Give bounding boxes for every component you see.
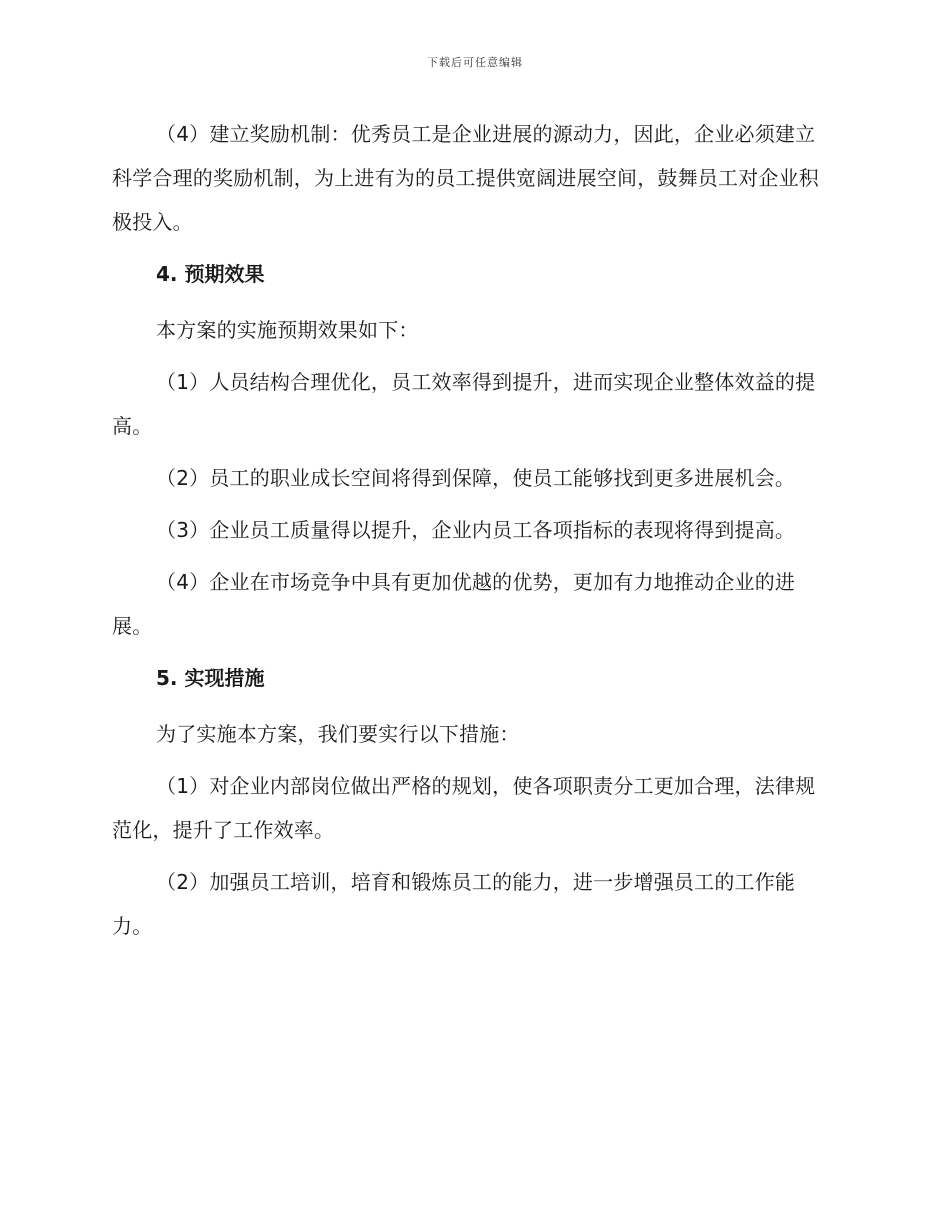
paragraph-measures-intro: 为了实施本方案，我们要实行以下措施： — [156, 722, 520, 746]
paragraph-effect-3: （3）企业员工质量得以提升，企业内员工各项指标的表现将得到提高。 — [156, 518, 796, 542]
paragraph-measure-1: （1）对企业内部岗位做出严格的规划，使各项职责分工更加合理，法律规范化，提升了工作效率。 — [112, 774, 816, 842]
document-body — [112, 112, 834, 956]
paragraph-effect-4: （4）企业在市场竞争中具有更加优越的优势，更加有力地推动企业的进展。 — [112, 570, 796, 638]
paragraph-reward-mechanism: （4）建立奖励机制：优秀员工是企业进展的源动力，因此，企业必须建立科学合理的奖励机制，为上进有为的员工提供宽阔进展空间，鼓舞员工对企业积极投入。 — [112, 122, 819, 234]
section-heading-measures: 5. 实现措施 — [156, 666, 265, 690]
paragraph-measure-2: （2）加强员工培训，培育和锻炼员工的能力，进一步增强员工的工作能力。 — [112, 870, 796, 938]
page-header: 下载后可任意编辑 — [427, 56, 523, 69]
paragraph-effect-1: （1）人员结构合理优化，员工效率得到提升，进而实现企业整体效益的提高。 — [112, 370, 816, 438]
section-heading-expected-effects: 4. 预期效果 — [156, 262, 265, 286]
paragraph-effects-intro: 本方案的实施预期效果如下： — [156, 318, 419, 342]
paragraph-effect-2: （2）员工的职业成长空间将得到保障，使员工能够找到更多进展机会。 — [156, 466, 796, 490]
